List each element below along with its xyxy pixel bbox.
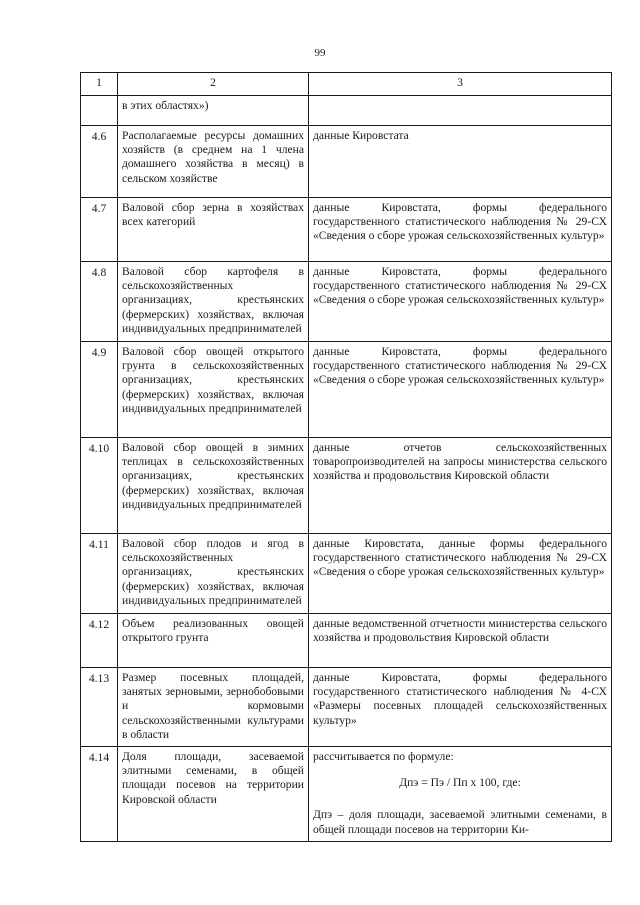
row-number: 4.13 [81,668,118,747]
data-source: данные Кировстата [309,126,612,198]
row-number: 4.14 [81,747,118,842]
data-source: данные Кировстата, формы федерального государственного статистического наблюдения № 29-СХ «Сведения о сборе урожая сельскохозяйственных культур» [309,342,612,438]
indicator-sources-table [80,72,612,842]
table-row-formula [81,747,612,842]
formula-intro: рассчитывается по формуле: [313,750,454,764]
data-source: данные Кировстата, формы федерального государственного статистического наблюдения № 29-СХ «Сведения о сборе урожая сельскохозяйственных культур» [309,198,612,262]
page-number: 99 [314,47,326,59]
table-row [81,198,612,262]
table-header-row [81,73,612,96]
data-source: данные отчетов сельскохозяйственных товаропроизводителей на запросы министерства сельского хозяйства и продовольствия Кировской области [309,438,612,534]
data-source: данные ведомственной отчетности министерства сельского хозяйства и продовольствия Кировской области [309,614,612,668]
indicator-description: Валовой сбор плодов и ягод в сельскохозяйственных организациях, крестьянских (фермерских) хозяйствах, включая индивидуальных предпринимателей [118,534,309,614]
table-row [81,438,612,534]
data-source: данные Кировстата, данные формы федерального государственного статистического наблюдения № 29-СХ «Сведения о сборе урожая сельскохозяйственных культур» [309,534,612,614]
row-number: 4.8 [81,262,118,342]
indicator-description: в этих областях») [118,96,309,126]
table-row [81,342,612,438]
indicator-description: Валовой сбор зерна в хозяйствах всех категорий [118,198,309,262]
table-row [81,534,612,614]
header-col-1: 1 [81,73,118,96]
row-number: 4.9 [81,342,118,438]
indicator-description: Доля площади, засеваемой элитными семенами, в общей площади посевов на территории Кировской области [118,747,309,842]
data-source: данные Кировстата, формы федерального государственного статистического наблюдения № 4-СХ «Размеры посевных площадей сельскохозяйственных культур» [309,668,612,747]
table-row [81,614,612,668]
header-col-3: 3 [309,73,612,96]
data-source [309,747,612,842]
indicator-description: Валовой сбор овощей открытого грунта в сельскохозяйственных организациях, крестьянских (фермерских) хозяйствах, включая индивидуальных предпринимателей [118,342,309,438]
indicator-description: Располагаемые ресурсы домашних хозяйств (в среднем на 1 члена домашнего хозяйства в месяц) в сельском хозяйстве [118,126,309,198]
row-number: 4.11 [81,534,118,614]
indicator-description: Объем реализованных овощей открытого грунта [118,614,309,668]
table-row [81,126,612,198]
indicator-description: Валовой сбор овощей в зимних теплицах в сельскохозяйственных организациях, крестьянских (фермерских) хозяйствах, включая индивидуальных предпринимателей [118,438,309,534]
row-number [81,96,118,126]
data-source: данные Кировстата, формы федерального государственного статистического наблюдения № 29-СХ «Сведения о сборе урожая сельскохозяйственных культур» [309,262,612,342]
header-col-2: 2 [118,73,309,96]
row-number: 4.10 [81,438,118,534]
table-row [81,262,612,342]
row-number: 4.6 [81,126,118,198]
table-row-continuation [81,96,612,126]
formula-note: Дпэ – доля площади, засеваемой элитными семенами, в общей площади посевов на территории Ки- [313,808,607,836]
indicator-description: Размер посевных площадей, занятых зерновыми, зернобобовыми и кормовыми сельскохозяйственными культурами в области [118,668,309,747]
formula: Дпэ = Пэ / Пп х 100, где: [399,776,521,790]
data-source [309,96,612,126]
table-row [81,668,612,747]
row-number: 4.12 [81,614,118,668]
indicator-description: Валовой сбор картофеля в сельскохозяйственных организациях, крестьянских (фермерских) хозяйствах, включая индивидуальных предпринимателей [118,262,309,342]
row-number: 4.7 [81,198,118,262]
